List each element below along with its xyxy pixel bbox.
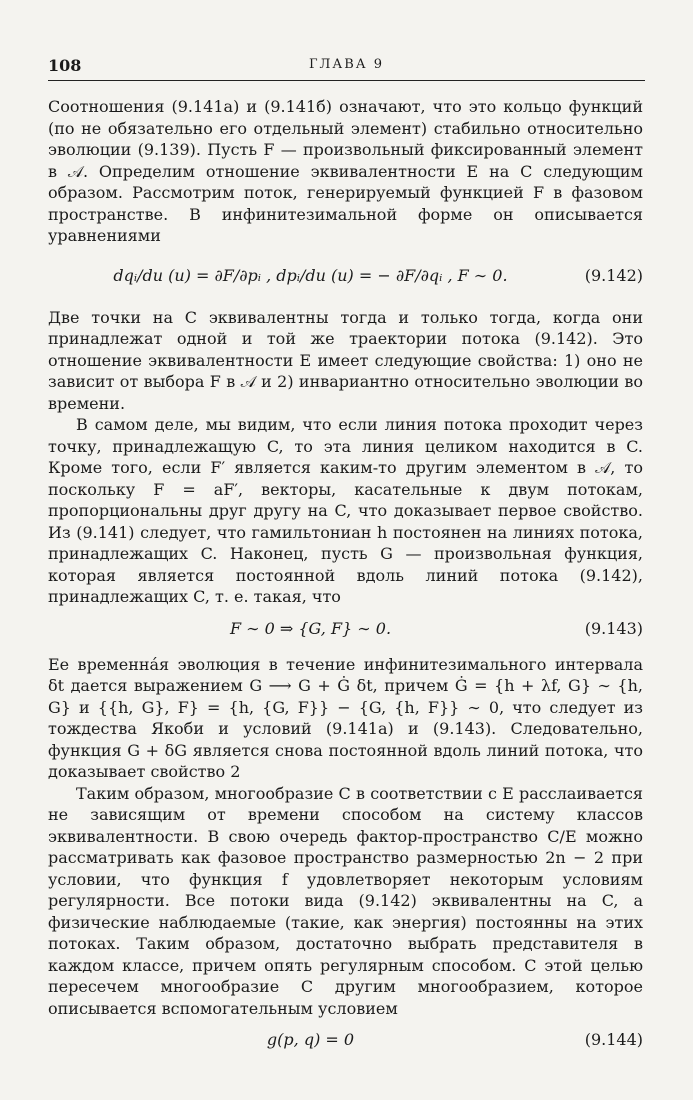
paragraph: В самом деле, мы видим, что если линия потока проходит через точку, принадлежащую C, то эта линия целиком находится в C. Кроме того, если F′ является каким-то другим элементом в 𝒜, то поскольку F = aF′, векторы, касательные к двум потокам, пропорциональны друг другу на C, что доказывает первое свойство. Из (9.141) следует, что гамильтониан h постоянен на линиях потока, принадлежащих C. Наконец, пусть G — произвольная функция, которая является постоянной вдоль линий потока (9.142), принадлежащих C, т. е. такая, что (48, 415, 643, 606)
equation-9-143 (48, 615, 643, 645)
page-header (48, 54, 645, 81)
equation-number: (9.143) (584, 618, 643, 638)
equation-9-142 (48, 254, 643, 298)
equation-body: F ∼ 0 ⇒ {G, F} ∼ 0. (229, 618, 392, 638)
equation-number: (9.144) (584, 1030, 643, 1049)
equation-body: g(p, q) = 0 (266, 1030, 355, 1049)
paragraph: Таким образом, многообразие C в соответствии с E расслаивается не зависящим от времени способом на систему классов эквивалентности. В свою очередь фактор-пространство C/E можно рассматривать как фазовое пространство размерностью 2n − 2 при условии, что функция f удовлетворяет некоторым условиям регулярности. Все потоки вида (9.142) эквивалентны на C, а физические наблюдаемые (такие, как энергия) постоянны на этих потоках. Таким образом, достаточно выбрать представителя в каждом классе, причем опять регулярным способом. С этой целью пересечем многообразие C другим многообразием, которое описывается вспомогательным условием (48, 783, 643, 1018)
equation-9-144 (48, 1026, 643, 1056)
page-number: 108 (48, 56, 82, 75)
paragraph: Ее временна́я эволюция в течение инфинитезимального интервала δt дается выражением G ⟶ G + Ġ δt, причем Ġ = {h + λf, G} ∼ {h, G} и {{h, G}, F} = {h, {G, F}} − {G, {h, F}} ∼ 0, что следует из тождества Якоби и условий (9.141a) и (9.143). Следовательно, функция G + δG является снова постоянной вдоль линий потока, что доказывает свойство 2 (48, 654, 643, 781)
equation-number: (9.142) (584, 265, 643, 285)
equation-body: dqᵢ/du (u) = ∂F/∂pᵢ , dpᵢ/du (u) = − ∂F/∂qᵢ , F ∼ 0. (113, 265, 508, 285)
running-head: ГЛАВА 9 (308, 57, 385, 72)
paragraph: Две точки на C эквивалентны тогда и только тогда, когда они принадлежат одной и той же траектории потока (9.142). Это отношение эквивалентности E имеет следующие свойства: 1) оно не зависит от выбора F в 𝒜 и 2) инвариантно относительно эволюции во времени. (48, 307, 643, 413)
page-body (48, 96, 643, 1065)
paragraph: Соотношения (9.141a) и (9.141б) означают, что это кольцо функций (по не обязательно его отдельный элемент) стабильно относительно эволюции (9.139). Пусть F — произвольный фиксированный элемент в 𝒜. Определим отношение эквивалентности E на C следующим образом. Рассмотрим поток, генерируемый функцией F в фазовом пространстве. В инфинитезимальной форме он описывается уравнениями (48, 97, 643, 245)
